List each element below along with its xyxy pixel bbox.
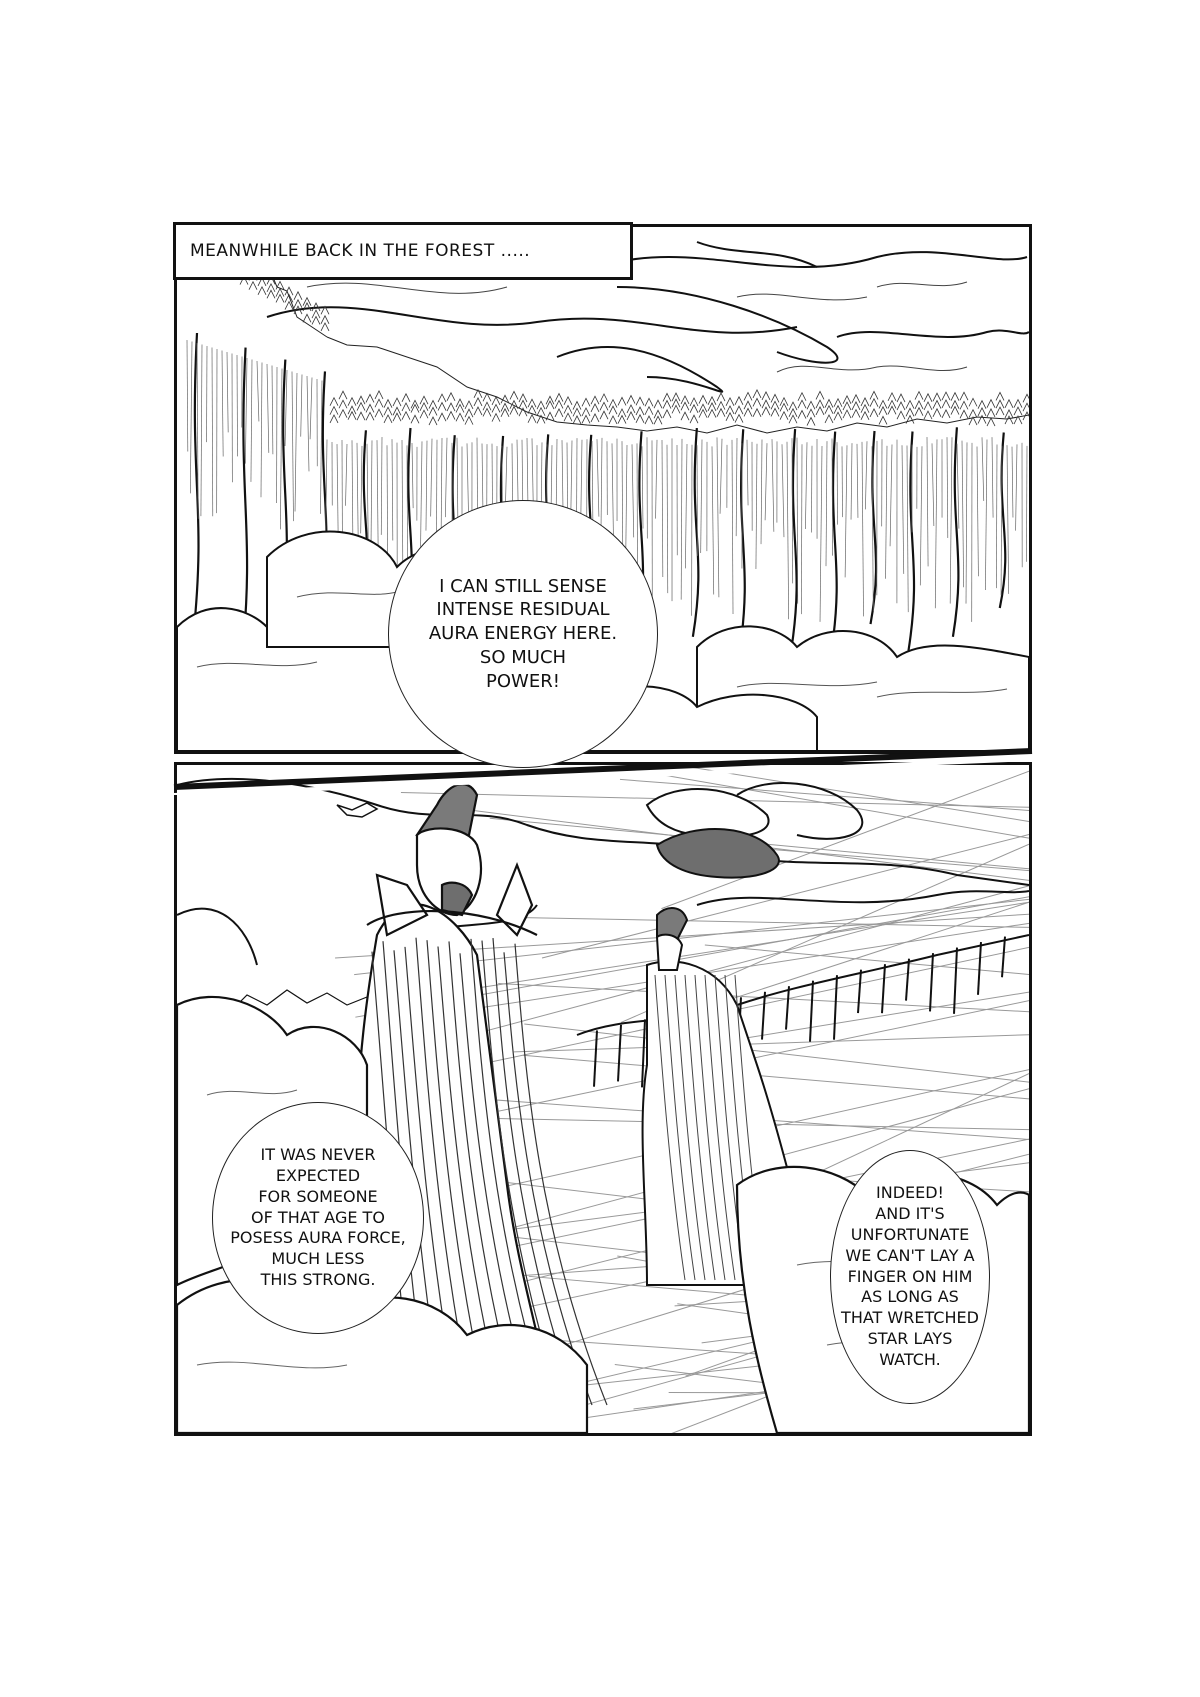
narration-caption	[173, 222, 633, 280]
speech-bubble-never-expected	[212, 1102, 424, 1334]
speech-bubble-aura-energy	[388, 500, 658, 768]
caption-text: MEANWHILE BACK IN THE FOREST .....	[190, 241, 531, 261]
speech-text: I CAN STILL SENSE INTENSE RESIDUAL AURA ENERGY HERE. SO MUCH POWER!	[428, 575, 618, 692]
speech-text: INDEED! AND IT'S UNFORTUNATE WE CAN'T LAY A FINGER ON HIM AS LONG AS THAT WRETCHED STAR LAYS WATCH.	[841, 1183, 979, 1369]
speech-bubble-indeed	[830, 1150, 990, 1404]
speech-text: IT WAS NEVER EXPECTED FOR SOMEONE OF THAT AGE TO POSESS AURA FORCE, MUCH LESS THIS STRONG.	[230, 1145, 406, 1289]
